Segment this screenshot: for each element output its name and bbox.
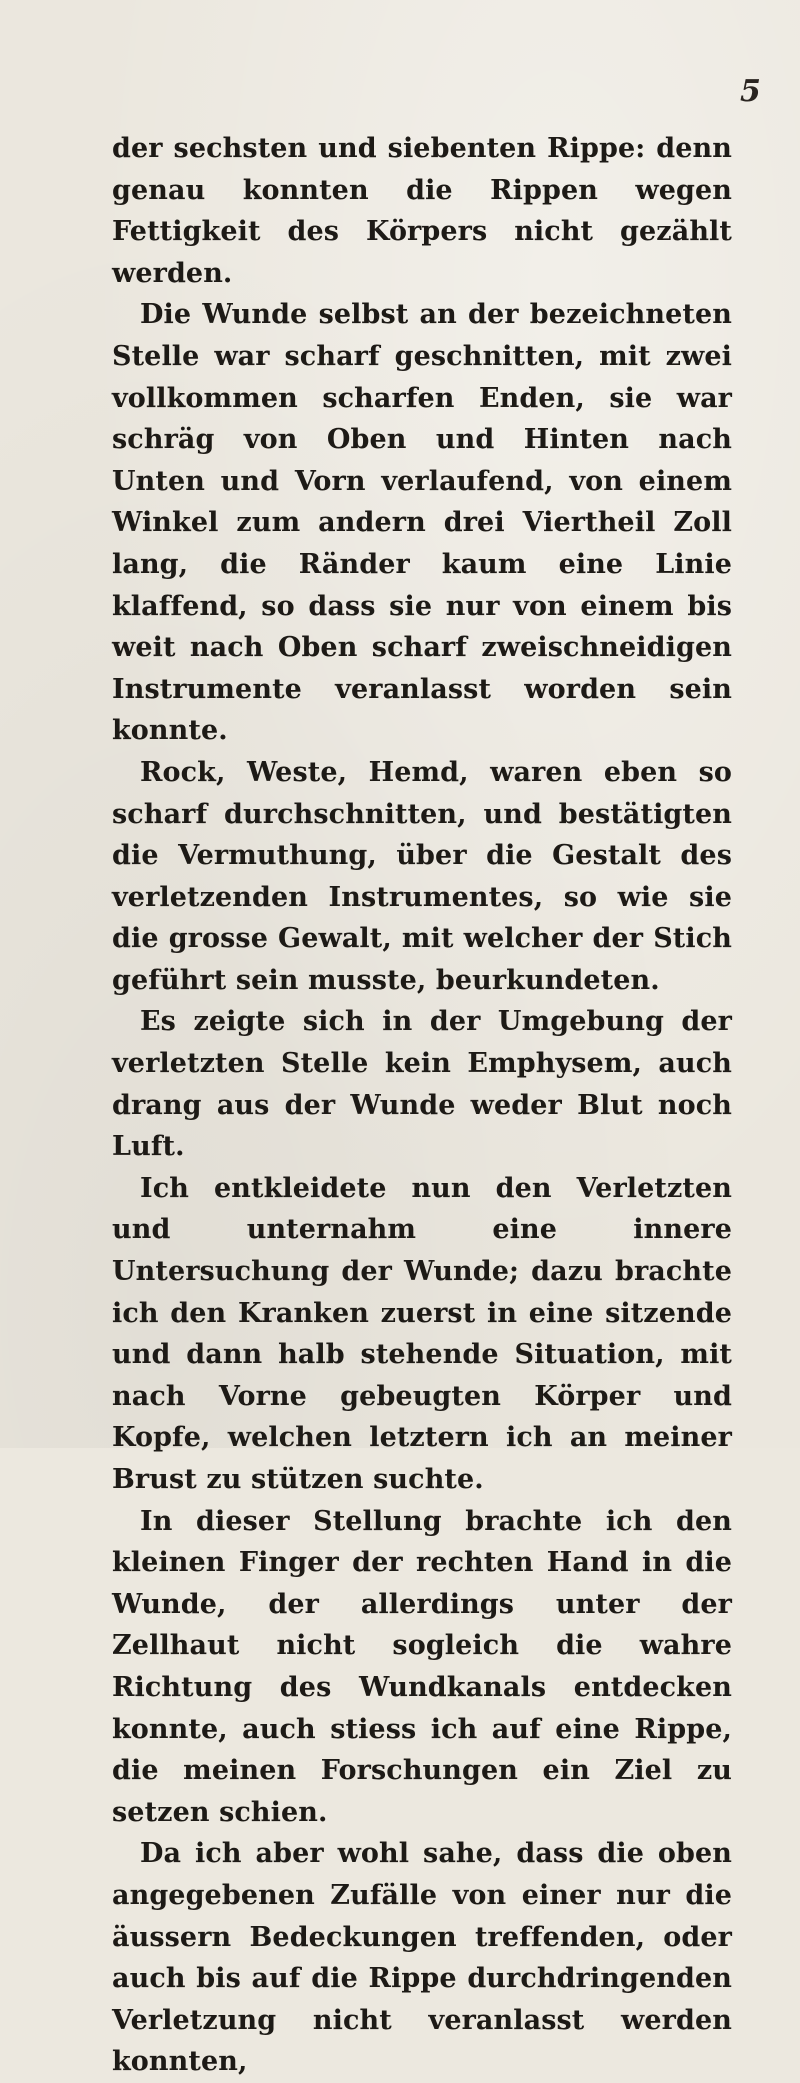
body-text — [112, 128, 732, 2083]
paragraph: In dieser Stellung brachte ich den kleinen Finger der rechten Hand in die Wunde, der allerdings unter der Zellhaut nicht sogleich die wahre Richtung des Wundkanals entdecken konnte, auch stiess ich auf eine Rippe, die meinen Forschungen ein Ziel zu setzen schien. — [112, 1505, 732, 1828]
paragraph: Rock, Weste, Hemd, waren eben so scharf durchschnitten, und bestätigten die Vermuthung, über die Gestalt des verletzenden Instrumentes, so wie sie die grosse Gewalt, mit welcher der Stich geführt sein musste, beurkundeten. — [112, 756, 732, 996]
paragraph: Es zeigte sich in der Umgebung der verletzten Stelle kein Emphysem, auch drang aus der Wunde weder Blut noch Luft. — [112, 1006, 732, 1163]
page-number: 5 — [740, 74, 761, 109]
paragraph: Da ich aber wohl sahe, dass die oben angegebenen Zufälle von einer nur die äussern Bedeckungen treffenden, oder auch bis auf die Rippe durchdringenden Verletzung nicht veranlasst werden konnten, — [112, 1838, 732, 2078]
paragraph: der sechsten und siebenten Rippe: denn genau konnten die Rippen wegen Fettigkeit des Körpers nicht gezählt werden. — [112, 133, 732, 289]
paragraph: Ich entkleidete nun den Verletzten und unternahm eine innere Untersuchung der Wunde; dazu brachte ich den Kranken zuerst in eine sitzende und dann halb stehende Situation, mit nach Vorne gebeugten Körper und Kopfe, welchen letztern ich an meiner Brust zu stützen suchte. — [112, 1172, 732, 1495]
paragraph: Die Wunde selbst an der bezeichneten Stelle war scharf geschnitten, mit zwei vollkommen scharfen Enden, sie war schräg von Oben und Hinten nach Unten und Vorn verlaufend, von einem Winkel zum andern drei Viertheil Zoll lang, die Ränder kaum eine Linie klaffend, so dass sie nur von einem bis weit nach Oben scharf zweischneidigen Instrumente veranlasst worden sein konnte. — [112, 299, 732, 747]
